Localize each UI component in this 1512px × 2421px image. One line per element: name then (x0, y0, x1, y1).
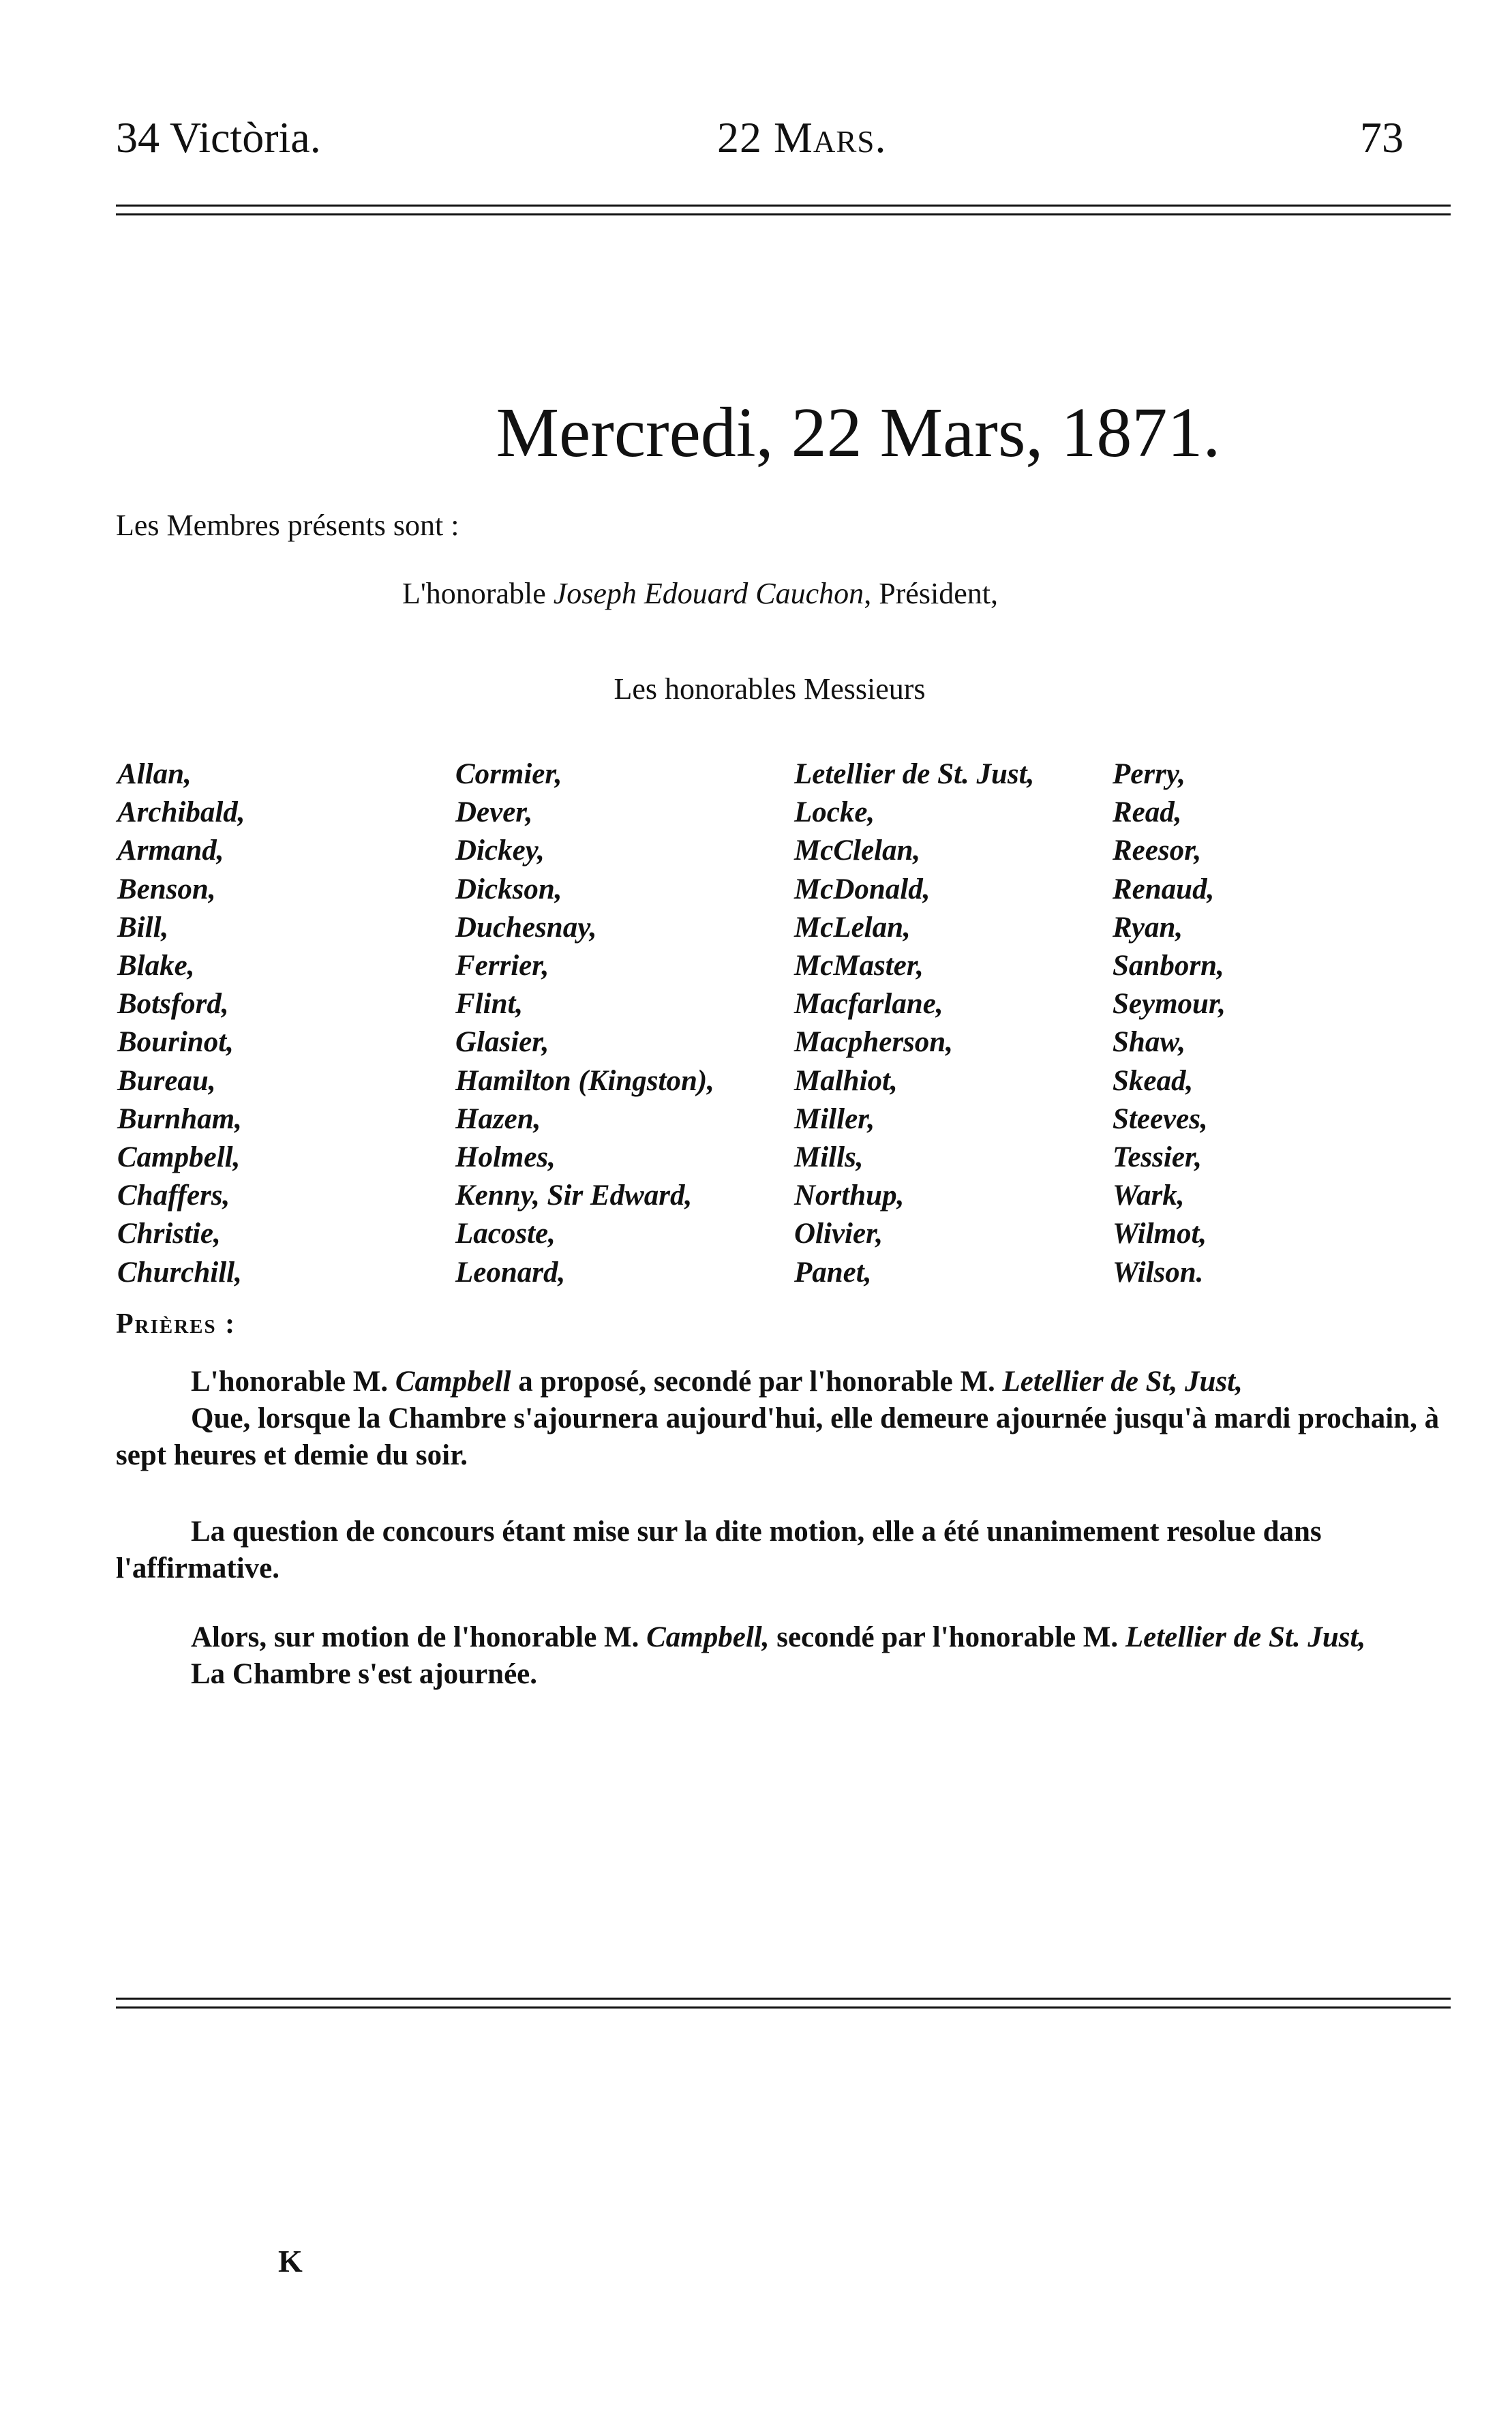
member-name: Campbell, (117, 1141, 241, 1174)
member-name: Tessier, (1113, 1141, 1203, 1174)
footer-rule-bottom (116, 2006, 1451, 2009)
member-name: Archibald, (117, 796, 245, 829)
footer-rule-top (116, 1998, 1451, 2000)
member-name: Wark, (1113, 1179, 1185, 1212)
signature-mark: K (278, 2244, 303, 2279)
member-name: Mills, (794, 1141, 864, 1174)
member-name: Perry, (1113, 758, 1186, 790)
member-name: McMaster, (794, 950, 924, 982)
running-head-center (717, 113, 887, 162)
member-name: McLelan, (794, 911, 911, 944)
member-name: Olivier, (794, 1218, 883, 1250)
member-name: Bill, (117, 911, 169, 944)
member-name: McClelan, (794, 834, 921, 867)
member-name: Kenny, Sir Edward, (455, 1179, 693, 1212)
adjournment-seconder: Letellier de St. Just, (1125, 1621, 1366, 1653)
member-name: Dickson, (455, 873, 562, 905)
member-name: Hazen, (455, 1102, 541, 1135)
member-name: Northup, (794, 1179, 905, 1212)
intro-text: Les Membres présents sont : (116, 509, 459, 542)
president-suffix: , Président, (864, 577, 998, 610)
members-column-1 (117, 755, 245, 1292)
adjournment-proposer: Campbell, (646, 1621, 770, 1653)
member-name: Miller, (794, 1102, 875, 1135)
page-title: Mercredi, 22 Mars, 1871. (496, 393, 1221, 472)
running-head-day: 22 (717, 113, 762, 162)
motion-proposer: Campbell (395, 1366, 511, 1398)
member-name: Armand, (117, 834, 224, 867)
concurrence-paragraph: La question de concours étant mise sur la dite motion, elle a été unanimement resolue dans l'affirmative. (116, 1516, 1322, 1584)
member-name: Flint, (455, 988, 524, 1021)
member-name: Ferrier, (455, 950, 549, 982)
running-head-month: Mars. (774, 113, 887, 162)
member-name: Botsford, (117, 988, 229, 1021)
member-name: Read, (1113, 796, 1182, 829)
member-name: Benson, (117, 873, 216, 905)
member-name: Allan, (117, 758, 192, 790)
president-line (402, 576, 998, 611)
member-name: Leonard, (455, 1256, 566, 1289)
motion-middle: a proposé, secondé par l'honorable M. (511, 1366, 1003, 1398)
member-name: Sanborn, (1113, 950, 1224, 982)
member-name: Cormier, (455, 758, 562, 790)
member-name: Glasier, (455, 1026, 549, 1059)
adjournment-middle: secondé par l'honorable M. (769, 1621, 1125, 1653)
member-name: Chaffers, (117, 1179, 230, 1212)
member-name: Renaud, (1113, 873, 1215, 905)
member-name: Steeves, (1113, 1102, 1208, 1135)
member-name: Lacoste, (455, 1218, 556, 1250)
prieres-label: Prières : (116, 1308, 237, 1340)
member-name: Skead, (1113, 1064, 1194, 1097)
president-prefix: L'honorable (402, 577, 554, 610)
adjournment-result: La Chambre s'est ajournée. (191, 1658, 538, 1690)
member-name: Shaw, (1113, 1026, 1186, 1059)
member-name: Locke, (794, 796, 875, 829)
member-name: Hamilton (Kingston), (455, 1064, 714, 1097)
members-column-2 (455, 755, 714, 1292)
members-column-4 (1113, 755, 1226, 1292)
member-name: Dever, (455, 796, 533, 829)
member-name: Reesor, (1113, 834, 1202, 867)
member-name: Malhiot, (794, 1064, 898, 1097)
adjournment-prefix: Alors, sur motion de l'honorable M. (191, 1621, 647, 1653)
header-rule-bottom (116, 213, 1451, 215)
member-name: Churchill, (117, 1256, 242, 1289)
page-number: 73 (1360, 113, 1404, 162)
motion-paragraph (116, 1364, 1451, 1474)
member-name: Blake, (117, 950, 195, 982)
motion-seconder: Letellier de St, Just, (1002, 1366, 1243, 1398)
header-rule-top (116, 205, 1451, 207)
member-name: Seymour, (1113, 988, 1226, 1021)
member-name: Ryan, (1113, 911, 1183, 944)
member-name: Bureau, (117, 1064, 216, 1097)
motion-body: Que, lorsque la Chambre s'ajournera aujourd'hui, elle demeure ajournée jusqu'à mardi prochain, à sept heures et demie du soir. (116, 1402, 1440, 1471)
member-name: Duchesnay, (455, 911, 597, 944)
president-name: Joseph Edouard Cauchon (553, 577, 864, 610)
member-name: McDonald, (794, 873, 931, 905)
running-head-left: 34 Victòria. (116, 113, 321, 162)
member-name: Holmes, (455, 1141, 556, 1174)
member-name: Christie, (117, 1218, 221, 1250)
motion-line (116, 1364, 1451, 1400)
member-name: Wilson. (1113, 1256, 1204, 1289)
adjournment-motion (116, 1619, 1451, 1656)
member-name: Letellier de St. Just, (794, 758, 1035, 790)
member-name: Dickey, (455, 834, 545, 867)
member-name: Bourinot, (117, 1026, 234, 1059)
adjournment-paragraph (116, 1619, 1451, 1693)
member-name: Wilmot, (1113, 1218, 1207, 1250)
member-name: Macpherson, (794, 1026, 953, 1059)
motion-prefix: L'honorable M. (191, 1366, 395, 1398)
member-name: Panet, (794, 1256, 872, 1289)
members-column-3 (794, 755, 1034, 1292)
member-name: Macfarlane, (794, 988, 943, 1021)
member-name: Burnham, (117, 1102, 242, 1135)
messieurs-heading: Les honorables Messieurs (614, 672, 926, 706)
